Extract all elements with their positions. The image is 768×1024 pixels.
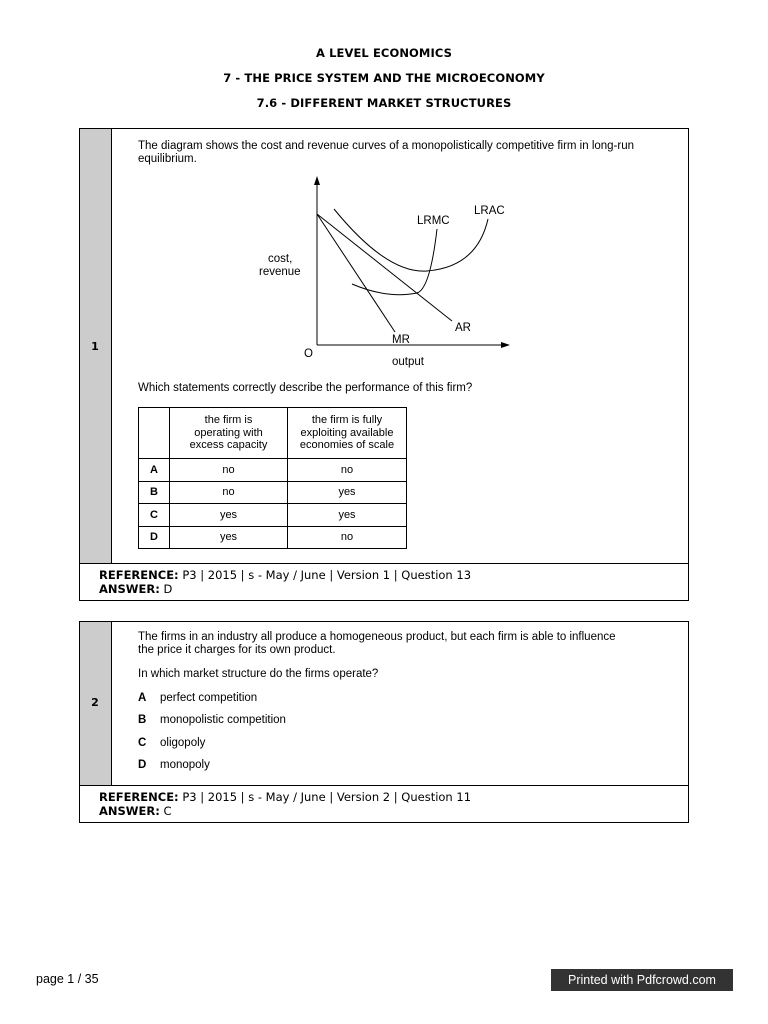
row-col1: no xyxy=(170,481,288,504)
col2-header-line3: economies of scale xyxy=(299,439,395,452)
answer-value: D xyxy=(163,582,173,596)
question-2-intro-line2: the price it charges for its own product. xyxy=(138,644,336,656)
row-col1: yes xyxy=(170,526,288,549)
row-letter: C xyxy=(139,504,170,527)
question-1-text: Which statements correctly describe the performance of this firm? xyxy=(138,382,473,394)
doc-title: A LEVEL ECONOMICS xyxy=(315,46,452,60)
table-row xyxy=(139,504,407,527)
label-lrac: LRAC xyxy=(474,205,505,217)
label-x: output xyxy=(392,356,424,368)
question-1-intro-line2: equilibrium. xyxy=(138,153,197,165)
option-a xyxy=(138,692,257,704)
row-col2: yes xyxy=(288,481,407,504)
answer-table-col2-header xyxy=(288,408,407,459)
col1-header-line1: the firm is xyxy=(204,414,253,427)
ar-curve xyxy=(317,214,452,321)
answer-value: C xyxy=(163,804,172,818)
question-1-body xyxy=(112,129,688,564)
option-d xyxy=(138,759,210,771)
answer-table-blank-header xyxy=(139,408,170,459)
answer-table xyxy=(138,407,407,549)
label-origin: O xyxy=(304,348,313,360)
row-col1: yes xyxy=(170,504,288,527)
option-c xyxy=(138,737,205,749)
question-1-intro-line1: The diagram shows the cost and revenue curves of a monopolistically competitive firm in long-run xyxy=(138,140,635,152)
label-y-1: cost, xyxy=(268,253,293,265)
label-ar: AR xyxy=(455,322,471,334)
row-letter: A xyxy=(139,459,170,482)
row-col2: no xyxy=(288,526,407,549)
y-axis-arrow xyxy=(314,176,320,185)
question-1-number: 1 xyxy=(91,340,99,353)
col1-header-line2: operating with xyxy=(194,426,263,439)
label-y-2: revenue xyxy=(259,266,301,278)
row-col2: no xyxy=(288,459,407,482)
lrac-curve xyxy=(334,209,488,271)
row-col2: yes xyxy=(288,504,407,527)
row-col1: no xyxy=(170,459,288,482)
x-axis-arrow xyxy=(501,342,510,348)
label-mr: MR xyxy=(392,334,410,346)
answer-table-header xyxy=(139,408,407,459)
question-2-box xyxy=(79,621,689,823)
question-2-text: In which market structure do the firms operate? xyxy=(138,668,379,680)
row-letter: B xyxy=(139,481,170,504)
question-1-reference-row xyxy=(80,563,688,600)
cost-revenue-diagram xyxy=(112,129,690,379)
table-row xyxy=(139,459,407,482)
option-letter: D xyxy=(138,759,147,771)
printed-with-badge[interactable]: Printed with Pdfcrowd.com xyxy=(551,969,733,991)
option-text: monopoly xyxy=(160,759,210,771)
table-row xyxy=(139,481,407,504)
table-row xyxy=(139,526,407,549)
answer-label: ANSWER: xyxy=(99,582,160,596)
option-text: oligopoly xyxy=(160,737,206,749)
question-2-intro-line1: The firms in an industry all produce a homogeneous product, but each firm is able to influence xyxy=(138,631,616,643)
question-2-answer xyxy=(99,804,688,818)
option-text: monopolistic competition xyxy=(160,714,286,726)
question-1-reference xyxy=(99,568,688,582)
col1-header-line3: excess capacity xyxy=(189,439,268,452)
option-letter: C xyxy=(138,737,147,749)
question-1-number-column xyxy=(80,129,112,564)
lrmc-curve xyxy=(352,229,437,295)
option-letter: B xyxy=(138,714,147,726)
question-2-number: 2 xyxy=(91,696,99,709)
option-text: perfect competition xyxy=(160,692,258,704)
mr-curve xyxy=(317,214,395,332)
col2-header-line1: the firm is fully xyxy=(311,414,383,427)
option-b xyxy=(138,714,286,726)
row-letter: D xyxy=(139,526,170,549)
page-number: page 1 / 35 xyxy=(36,972,99,986)
question-2-number-column xyxy=(80,622,112,786)
reference-value: P3 | 2015 | s - May / June | Version 1 | Question 13 xyxy=(182,568,472,582)
option-letter: A xyxy=(138,692,147,704)
answer-label: ANSWER: xyxy=(99,804,160,818)
answer-table-col1-header xyxy=(170,408,288,459)
question-2-reference-row xyxy=(80,785,688,822)
question-2-intro xyxy=(138,631,616,657)
question-1-box xyxy=(79,128,689,601)
question-2-reference xyxy=(99,790,688,804)
question-1-answer xyxy=(99,582,688,596)
label-lrmc: LRMC xyxy=(417,215,450,227)
reference-value: P3 | 2015 | s - May / June | Version 2 | Question 11 xyxy=(182,790,472,804)
chapter-title: 7 - THE PRICE SYSTEM AND THE MICROECONOMY xyxy=(223,71,545,85)
section-title: 7.6 - DIFFERENT MARKET STRUCTURES xyxy=(256,96,512,110)
reference-label: REFERENCE: xyxy=(99,790,179,804)
col2-header-line2: exploiting available xyxy=(300,426,394,439)
reference-label: REFERENCE: xyxy=(99,568,179,582)
question-2-body xyxy=(112,622,688,786)
